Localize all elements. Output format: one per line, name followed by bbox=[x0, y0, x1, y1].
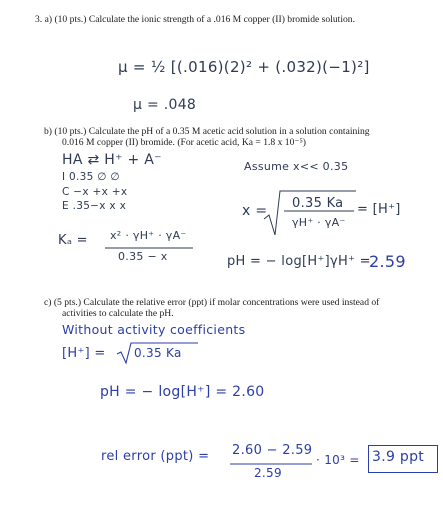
h-plus-sqrt-arg: 0.35 Ka bbox=[134, 346, 182, 360]
x-label: x = bbox=[242, 203, 268, 219]
no-activity-note: Without activity coefficients bbox=[62, 322, 246, 337]
rel-error-multiplier: · 10³ = bbox=[316, 453, 360, 467]
ionic-strength-result: μ = .048 bbox=[133, 97, 197, 113]
ph-answer: 2.59 bbox=[369, 252, 406, 271]
ph-expression: pH = − log[H⁺]γH⁺ = bbox=[227, 254, 371, 269]
question-3a-prompt: 3. a) (10 pts.) Calculate the ionic strength of a .016 M copper (II) bromide solution. bbox=[35, 14, 355, 25]
dissociation-reaction: HA ⇄ H⁺ + A⁻ bbox=[62, 152, 162, 168]
ph-without-activity: pH = − log[H⁺] = 2.60 bbox=[100, 384, 265, 400]
ice-row-equilibrium: E .35−x x x bbox=[62, 200, 127, 212]
ka-denominator: 0.35 − x bbox=[118, 250, 168, 263]
assumption-note: Assume x<< 0.35 bbox=[244, 160, 349, 173]
rel-error-label: rel error (ppt) = bbox=[101, 449, 210, 464]
question-3b-prompt-line2: 0.016 M copper (II) bromide. (For acetic acid, Ka = 1.8 x 10⁻⁵) bbox=[62, 137, 306, 148]
question-3c-prompt-line2: activities to calculate the pH. bbox=[62, 308, 174, 319]
rel-error-denominator: 2.59 bbox=[254, 466, 282, 480]
sqrt-denominator: γH⁺ · γA⁻ bbox=[292, 216, 346, 229]
rel-error-answer: 3.9 ppt bbox=[372, 449, 425, 465]
ice-row-initial: I 0.35 ∅ ∅ bbox=[62, 171, 120, 183]
rel-error-numerator: 2.60 − 2.59 bbox=[232, 443, 313, 458]
ice-row-change: C −x +x +x bbox=[62, 186, 128, 198]
ionic-strength-work: μ = ½ [(.016)(2)² + (.032)(−1)²] bbox=[118, 58, 370, 76]
equals-h-plus: = [H⁺] bbox=[357, 202, 401, 217]
ka-numerator: x² · γH⁺ · γA⁻ bbox=[110, 229, 187, 242]
ka-label: Kₐ = bbox=[58, 233, 88, 248]
h-plus-expression: [H⁺] = bbox=[62, 346, 106, 361]
sqrt-numerator: 0.35 Ka bbox=[292, 196, 344, 211]
question-3c-prompt-line1: c) (5 pts.) Calculate the relative error (ppt) if molar concentrations were used instead of bbox=[44, 297, 380, 308]
question-3b-prompt-line1: b) (10 pts.) Calculate the pH of a 0.35 M acetic acid solution in a solution containing bbox=[44, 126, 370, 137]
